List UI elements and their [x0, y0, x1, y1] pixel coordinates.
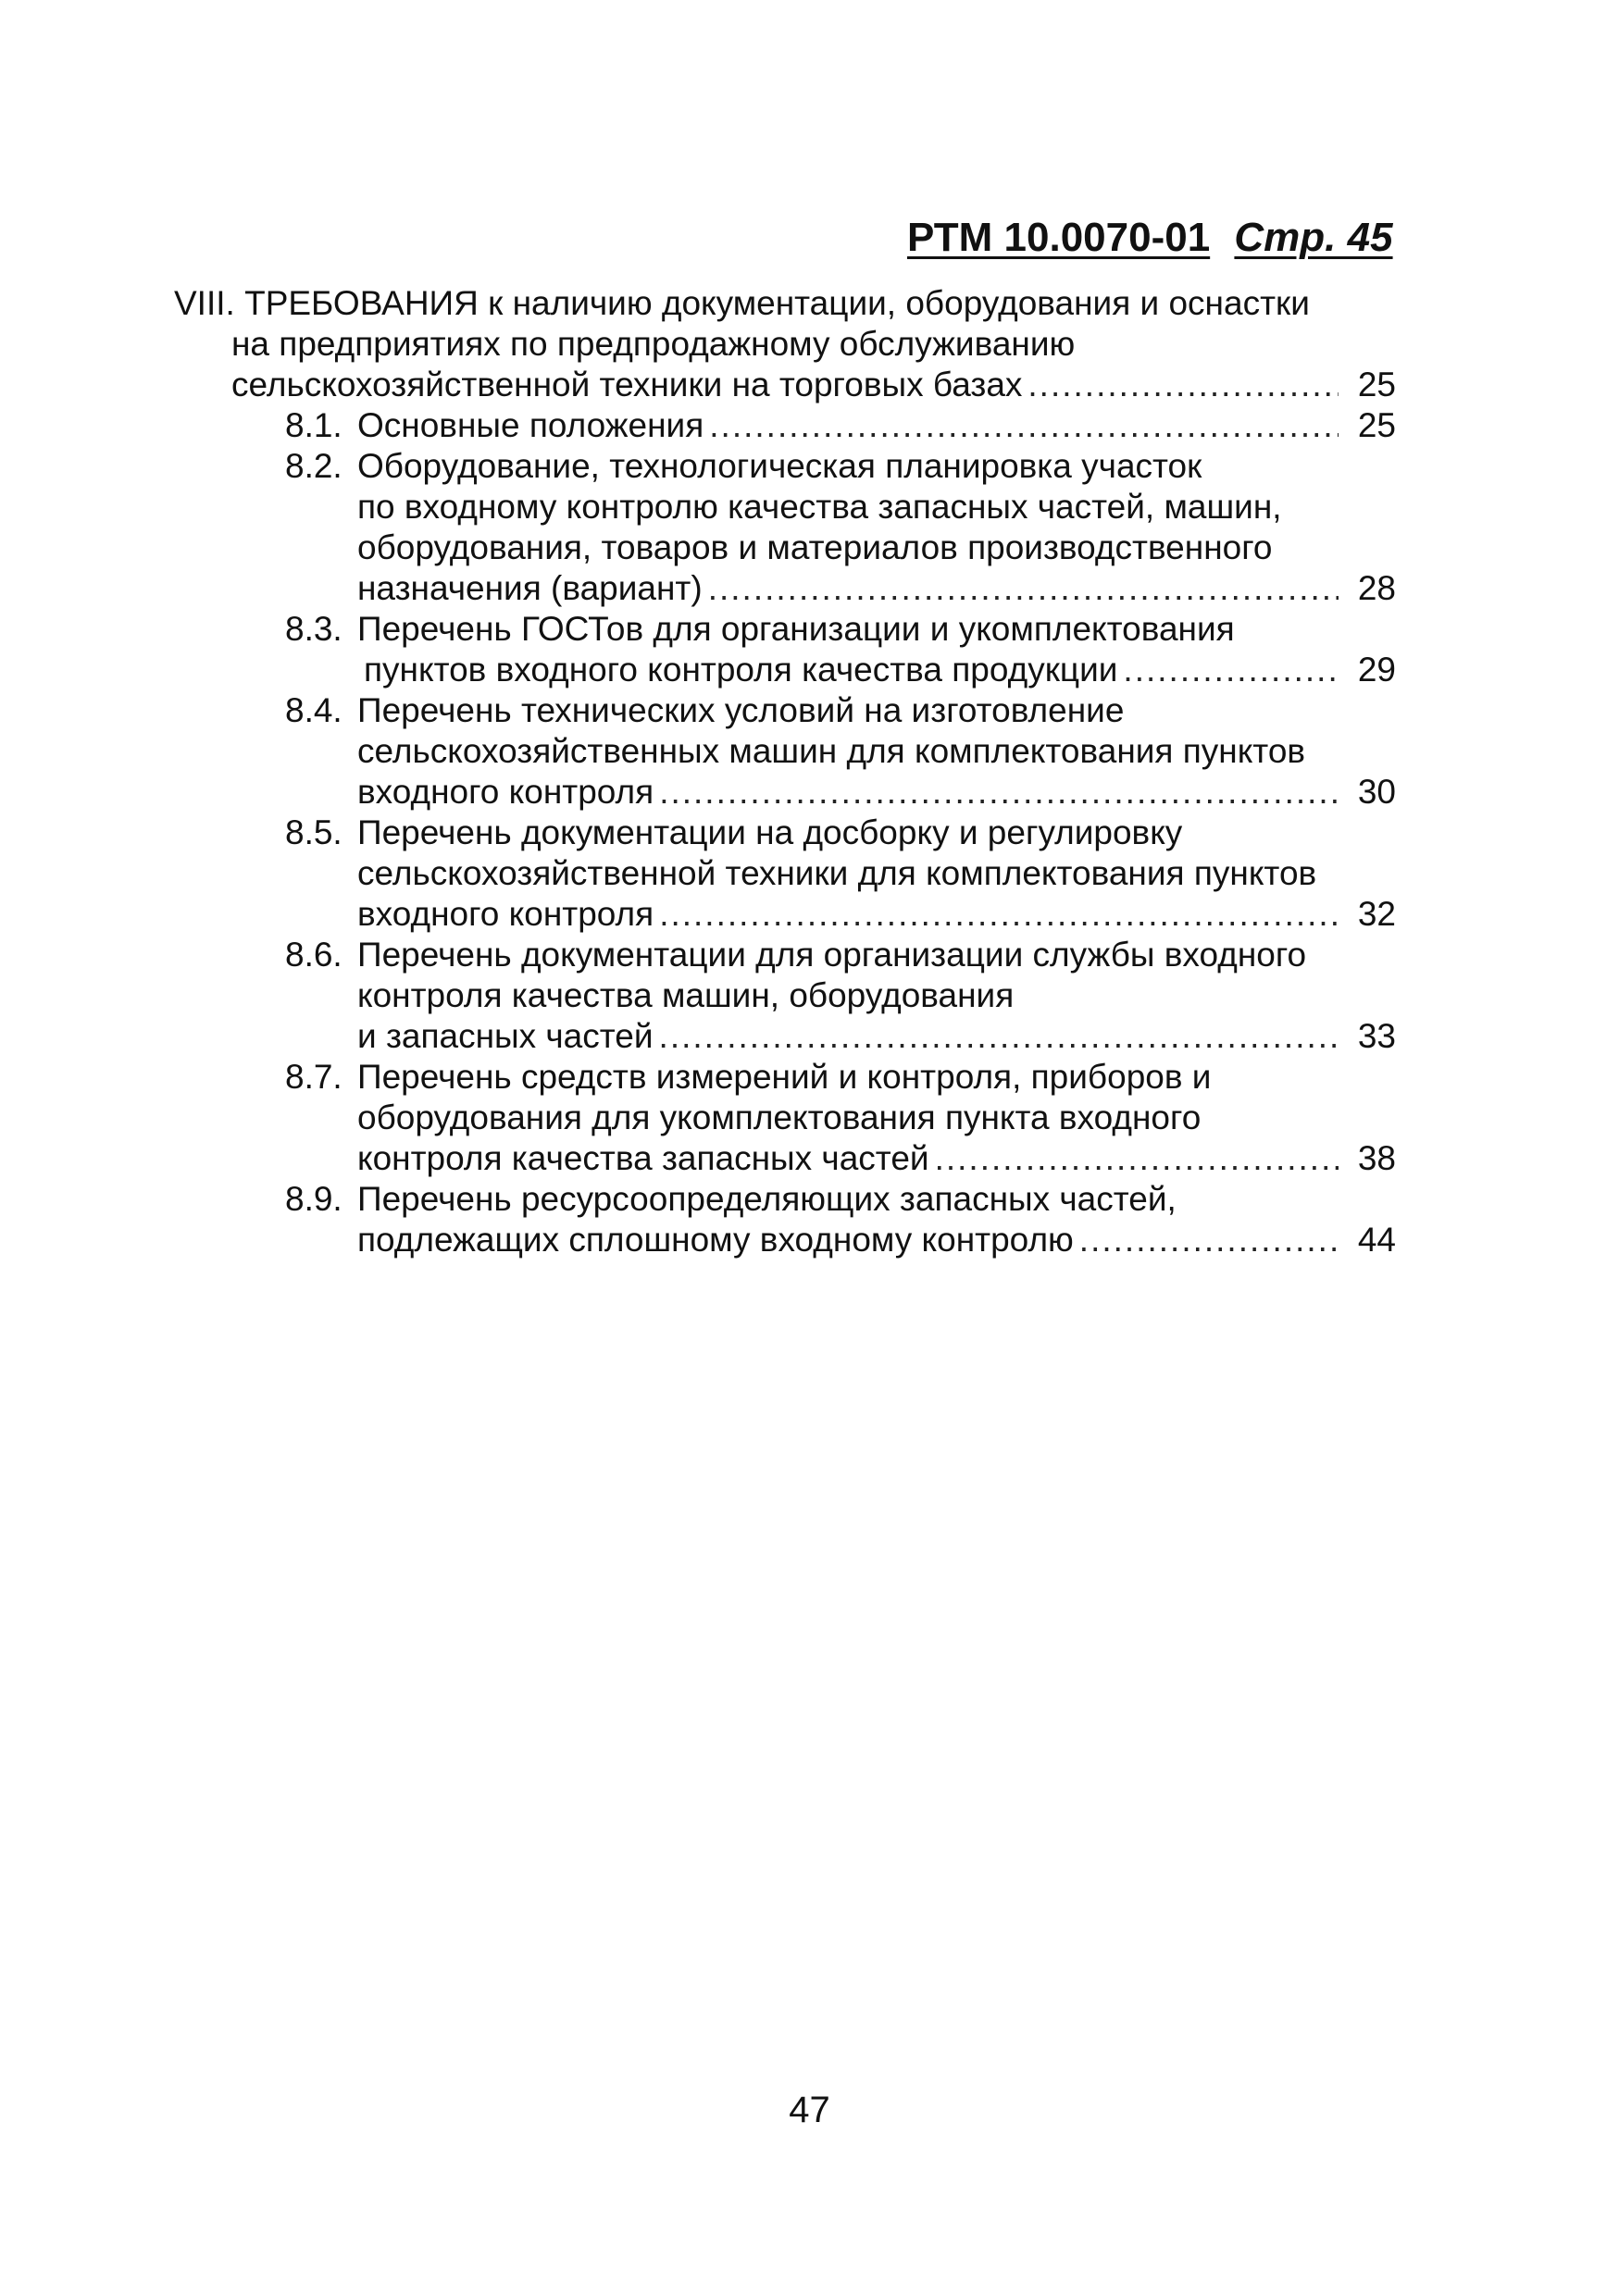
- toc-entry-8-7: [174, 1057, 1396, 1098]
- leader-dots: [1027, 365, 1339, 405]
- entry-line: Основные положения: [357, 406, 704, 444]
- entry-line: Перечень ГОСТов для организации и укомплектования: [357, 610, 1235, 648]
- toc-entry-8-3: [174, 609, 1396, 650]
- entry-page-number: 30: [1357, 773, 1396, 811]
- entry-line: подлежащих сплошному входному контролю: [357, 1221, 1074, 1259]
- entry-page-number: 28: [1357, 569, 1396, 607]
- toc-entry-8-5: [174, 813, 1396, 853]
- entry-line: Оборудование, технологическая планировка участок: [357, 447, 1202, 485]
- leader-dots: [659, 894, 1339, 935]
- page-number: 47: [789, 2090, 830, 2130]
- entry-last-line: [174, 1138, 1396, 1179]
- section-title-line-1: [174, 283, 1396, 324]
- section-title-line-3: [174, 365, 1396, 405]
- page-header: [907, 215, 1393, 261]
- entry-page-number: 38: [1357, 1139, 1396, 1177]
- section-title-text-1: ТРЕБОВАНИЯ к наличию документации, оборудования и оснастки: [244, 284, 1310, 322]
- document-page-label: Стр. 45: [1234, 215, 1393, 260]
- entry-line: контроля качества машин, оборудования: [357, 976, 1015, 1014]
- entry-last-line: [174, 650, 1396, 690]
- toc-entry-8-6: [174, 935, 1396, 975]
- leader-dots: [1123, 650, 1339, 690]
- entry-line: Перечень ресурсоопределяющих запасных частей,: [357, 1180, 1177, 1218]
- entry-number: 8.9.: [285, 1180, 342, 1218]
- entry-line: входного контроля: [357, 773, 654, 811]
- section-title-line-2: на предприятиях по предпродажному обслуживанию: [231, 325, 1076, 363]
- entry-line: Перечень документации на досборку и регулировку: [357, 813, 1183, 851]
- entry-number: 8.3.: [285, 610, 342, 648]
- entry-line: сельскохозяйственной техники для комплектования пунктов: [357, 854, 1317, 892]
- toc-entry-8-1: [174, 405, 1396, 446]
- toc-entry-8-2: [174, 446, 1396, 487]
- entry-number: 8.4.: [285, 691, 342, 729]
- leader-dots: [1079, 1220, 1339, 1260]
- leader-dots: [709, 405, 1339, 446]
- section-number: VIII.: [174, 284, 235, 322]
- entry-line: пунктов входного контроля качества продукции: [364, 651, 1118, 689]
- entry-last-line: [174, 894, 1396, 935]
- table-of-contents: [174, 283, 1396, 1260]
- entry-number: 8.1.: [285, 406, 342, 444]
- entry-page-number: 32: [1357, 895, 1396, 933]
- entry-page-number: 44: [1357, 1221, 1396, 1259]
- entry-number: 8.2.: [285, 447, 342, 485]
- entry-line: входного контроля: [357, 895, 654, 933]
- entry-last-line: [174, 568, 1396, 609]
- leader-dots: [659, 772, 1339, 813]
- entry-line: Перечень средств измерений и контроля, приборов и: [357, 1058, 1212, 1096]
- entry-line: Перечень технических условий на изготовление: [357, 691, 1125, 729]
- entry-page-number: 29: [1357, 651, 1396, 689]
- entry-last-line: [174, 772, 1396, 813]
- entry-page-number: 33: [1357, 1017, 1396, 1055]
- entry-last-line: [174, 1016, 1396, 1057]
- entry-number: 8.6.: [285, 936, 342, 974]
- entry-line: сельскохозяйственных машин для комплектования пунктов: [357, 732, 1306, 770]
- document-code: РТМ 10.0070-01: [907, 215, 1211, 260]
- entry-page-number: 25: [1357, 406, 1396, 444]
- entry-number: 8.5.: [285, 813, 342, 851]
- entry-line: Перечень документации для организации службы входного: [357, 936, 1307, 974]
- leader-dots: [659, 1016, 1339, 1057]
- entry-number: 8.7.: [285, 1058, 342, 1096]
- leader-dots: [708, 568, 1339, 609]
- entry-last-line: [174, 1220, 1396, 1260]
- entry-line: и запасных частей: [357, 1017, 654, 1055]
- entry-line: по входному контролю качества запасных частей, машин,: [357, 488, 1282, 526]
- entry-line: контроля качества запасных частей: [357, 1139, 929, 1177]
- toc-entry-8-4: [174, 690, 1396, 731]
- toc-entry-8-9: [174, 1179, 1396, 1220]
- entry-line: оборудования для укомплектования пункта входного: [357, 1098, 1202, 1136]
- section-page-number: 25: [1357, 366, 1396, 403]
- section-title-text-3: сельскохозяйственной техники на торговых базах: [231, 366, 1023, 403]
- leader-dots: [935, 1138, 1339, 1179]
- entry-line: назначения (вариант): [357, 569, 703, 607]
- entry-line: оборудования, товаров и материалов производственного: [357, 528, 1273, 566]
